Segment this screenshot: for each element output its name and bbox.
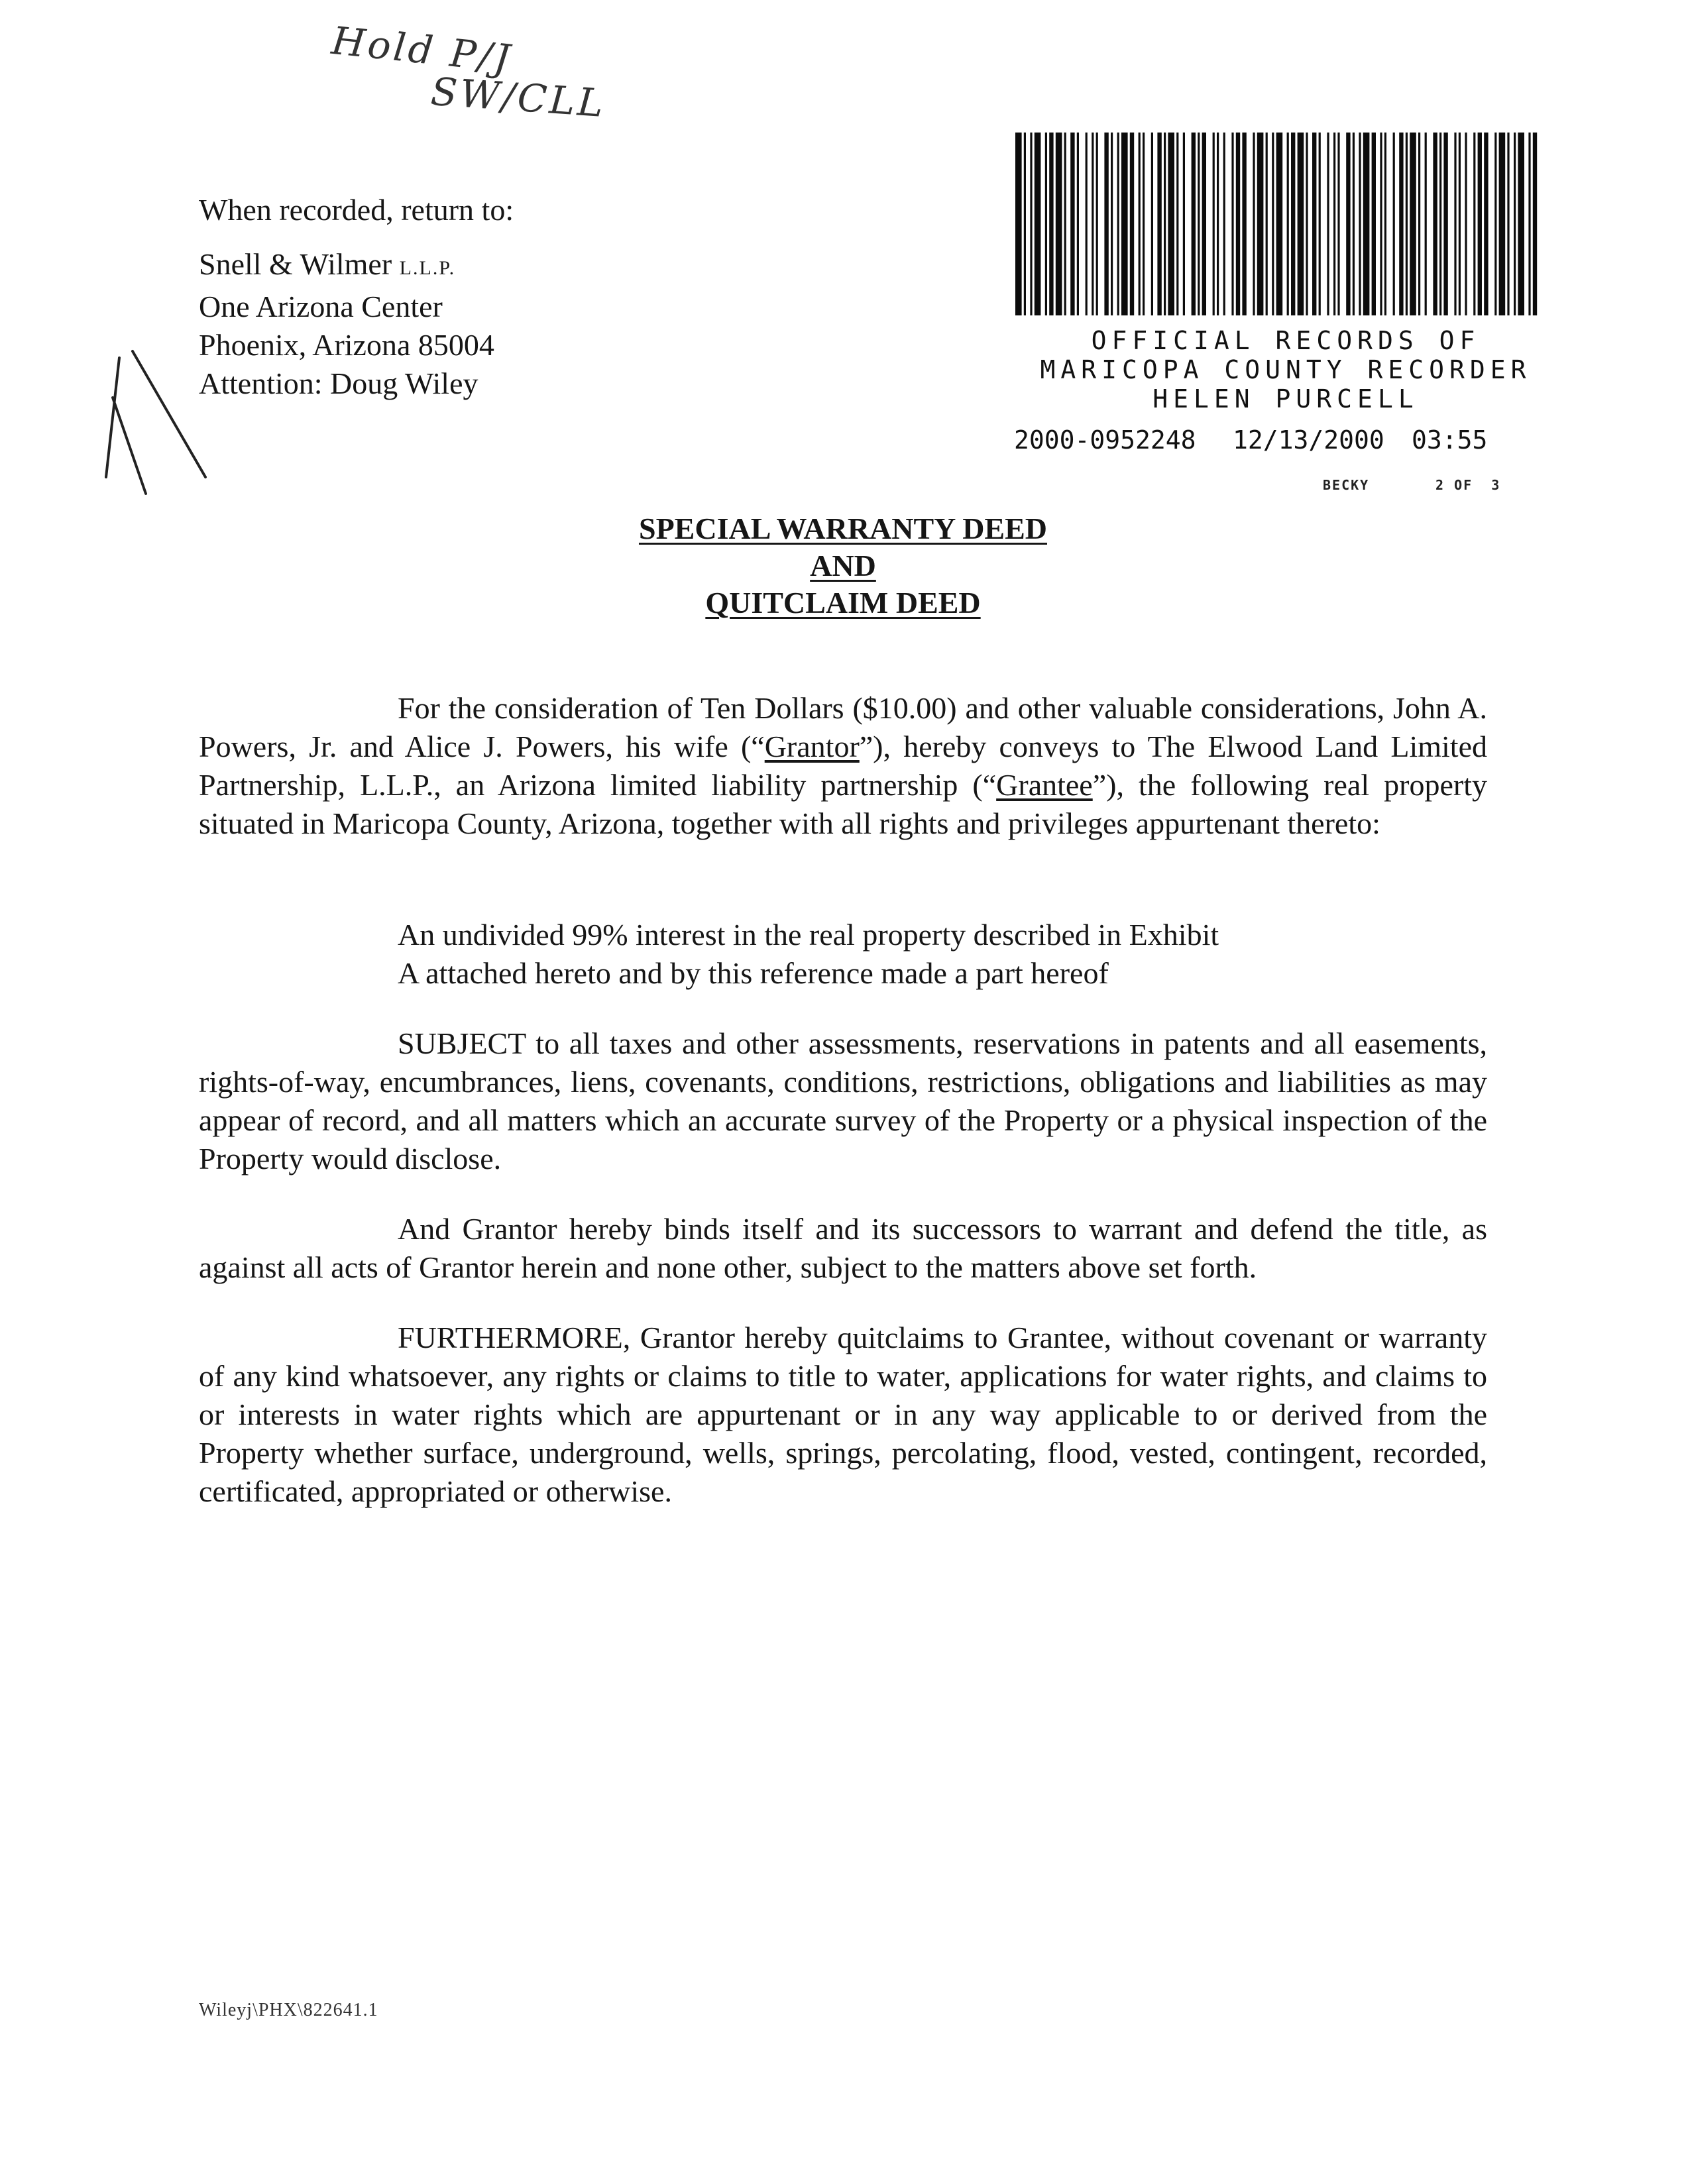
document-reference: Wileyj\PHX\822641.1	[199, 2000, 378, 2020]
return-heading: When recorded, return to:	[199, 193, 514, 227]
recorder-line1: OFFICIAL RECORDS OF	[1091, 326, 1481, 355]
exhibit-line2: A attached hereto and by this reference made a part hereof	[398, 956, 1109, 990]
barcode	[1015, 133, 1538, 315]
quitclaim-paragraph: FURTHERMORE, Grantor hereby quitclaims to Grantee, without covenant or warranty of any kind whatsoever, any rights or claims to title to water, applications for water rights, and claims to or interests in water rights which are appurtenant or in any way applicable to or derived from the Property whether surface, underground, wells, springs, percolating, flood, vested, contingent, recorded, certificated, appropriated or otherwise.	[199, 1321, 1487, 1508]
firm-name: Snell & Wilmer	[199, 247, 392, 281]
title-line1: SPECIAL WARRANTY DEED	[638, 512, 1047, 545]
recorder-line3: HELEN PURCELL	[1152, 384, 1419, 413]
warranty-paragraph: And Grantor hereby binds itself and its successors to warrant and defend the title, as against all acts of Grantor herein and none other, subject to the matters above set forth.	[199, 1212, 1487, 1284]
address-line1: One Arizona Center	[199, 290, 443, 323]
grantee-term: Grantee	[996, 768, 1093, 802]
grantor-term: Grantor	[764, 730, 860, 763]
record-time: 03:55	[1412, 425, 1488, 455]
title-line2: AND	[810, 549, 876, 582]
record-page-info: 2 OF 3	[1435, 477, 1501, 493]
record-date: 12/13/2000	[1233, 425, 1384, 455]
margin-mark	[93, 345, 212, 504]
record-number: 2000-0952248	[1014, 425, 1196, 455]
firm-name-line	[199, 245, 514, 288]
handwritten-note-line1: Hold P/J	[329, 17, 515, 82]
consideration-paragraph	[199, 689, 1487, 843]
return-address-block	[199, 191, 514, 403]
exhibit-block	[398, 916, 1325, 993]
title-line3: QUITCLAIM DEED	[705, 586, 981, 620]
firm-suffix: L.L.P.	[399, 257, 456, 279]
recorder-stamp	[994, 326, 1577, 413]
recorder-line2: MARICOPA COUNTY RECORDER	[1040, 355, 1532, 384]
record-clerk: BECKY	[1323, 477, 1370, 493]
address-line2: Phoenix, Arizona 85004	[199, 328, 494, 362]
p1-text-a: For the consideration of Ten Dollars ($10.00) and other valuable considerations, John A. Powers, Jr. and Alice J. Powers, his wife (“	[199, 691, 1487, 763]
attention-line: Attention: Doug Wiley	[199, 366, 478, 400]
p1-text-c: ”), the following real property situated in Maricopa County, Arizona, together with all rights and privileges appurtenant thereto:	[199, 768, 1487, 840]
deed-title	[0, 510, 1686, 622]
exhibit-line1: An undivided 99% interest in the real property described in Exhibit	[398, 918, 1219, 952]
p1-text-b: ”), hereby conveys to The Elwood Land Limited Partnership, L.L.P., an Arizona limited liability partnership (“	[199, 730, 1487, 802]
handwritten-note-line2: SW/CLL	[429, 68, 608, 127]
subject-paragraph: SUBJECT to all taxes and other assessments, reservations in patents and all easements, rights-of-way, encumbrances, liens, covenants, conditions, restrictions, obligations and liabilities as may appear of record, and all matters which an accurate survey of the Property or a physical inspection of the Property would disclose.	[199, 1026, 1487, 1175]
